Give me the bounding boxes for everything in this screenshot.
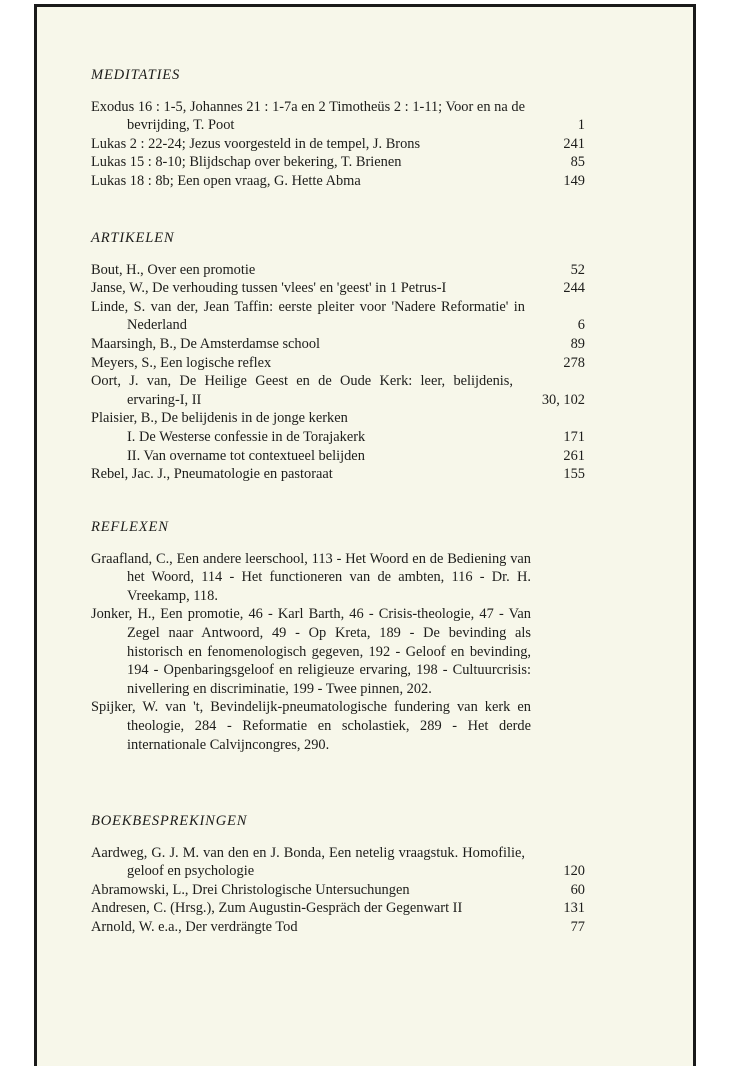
entry-text: Andresen, C. (Hrsg.), Zum Augustin-Gespräch der Gegenwart II: [91, 900, 463, 917]
entry-page: 60: [570, 881, 585, 898]
entry-text: Lukas 2 : 22-24; Jezus voorgesteld in de tempel, J. Brons: [91, 135, 421, 152]
entry-page: 149: [563, 172, 585, 189]
entry-page: 30, 102: [541, 391, 585, 408]
list-item: [91, 335, 585, 354]
entry-text: Plaisier, B., De belijdenis in de jonge kerken: [91, 410, 348, 427]
list-item: [91, 298, 585, 335]
list-item: Jonker, H., Een promotie, 46 - Karl Barth, 46 - Crisis-theologie, 47 - Van Zegel naar Antwoord, 49 - Op Kreta, 189 - De bevinding als historisch en fenomenologisch gegeven, 192 - Geloof en bevinding, 194 - Openbaringsgeloof en religieuze ervaring, 198 - Cultuurcrisis: nivellering en discriminatie, 199 - Twee pinnen, 202.: [91, 606, 531, 697]
entry-page: 244: [563, 280, 585, 297]
list-item: [91, 261, 585, 280]
entry-page: 89: [570, 335, 585, 352]
list-item: [91, 428, 585, 447]
entry-text: Abramowski, L., Drei Christologische Untersuchungen: [91, 881, 410, 898]
entry-text: II. Van overname tot contextueel belijden: [127, 447, 365, 464]
section-reflexen: [91, 518, 531, 754]
section-heading: MEDITATIES: [91, 67, 181, 83]
entry-page: 85: [570, 154, 585, 171]
entry-text: Exodus 16 : 1-5, Johannes 21 : 1-7a en 2 Timotheüs 2 : 1-11; Voor en na de bevrijding, T. Poot: [91, 98, 525, 134]
section-heading: REFLEXEN: [91, 519, 169, 535]
section-heading: ARTIKELEN: [91, 230, 175, 246]
list-item: [91, 98, 585, 135]
list-item: [91, 899, 585, 918]
list-item: [91, 372, 585, 409]
entry-text: Maarsingh, B., De Amsterdamse school: [91, 335, 321, 352]
entry-text: I. De Westerse confessie in de Torajakerk: [127, 428, 366, 445]
entry-page: 52: [570, 261, 585, 278]
entry-page: 261: [563, 447, 585, 464]
list-item: [91, 172, 585, 191]
entry-page: 131: [563, 900, 585, 917]
list-item: [91, 153, 585, 172]
list-item: [91, 447, 585, 466]
list-item: Spijker, W. van 't, Bevindelijk-pneumatologische fundering van kerk en theologie, 284 - Reformatie en scholastiek, 289 - Het derde internationale Calvijncongres, 290.: [91, 699, 531, 753]
entry-text: Lukas 18 : 8b; Een open vraag, G. Hette Abma: [91, 172, 361, 189]
entry-page: 1: [577, 117, 585, 134]
entry-text: Meyers, S., Een logische reflex: [91, 354, 272, 371]
entry-text: Linde, S. van der, Jean Taffin: eerste pleiter voor 'Nadere Reformatie' in Nederland: [91, 298, 525, 334]
section-boekbesprekingen: [91, 812, 585, 937]
section-meditaties: [91, 66, 585, 191]
entry-text: Lukas 15 : 8-10; Blijdschap over bekering, T. Brienen: [91, 154, 402, 171]
entry-text: Bout, H., Over een promotie: [91, 261, 256, 278]
entry-page: 241: [563, 135, 585, 152]
entry-text: Oort, J. van, De Heilige Geest en de Oude Kerk: leer, belijdenis, ervaring-I, II: [91, 373, 513, 408]
list-item: [91, 279, 585, 298]
list-item: [91, 409, 585, 428]
entry-text: Rebel, Jac. J., Pneumatologie en pastoraat: [91, 466, 333, 483]
entry-page: 120: [563, 863, 585, 880]
entry-page: 6: [577, 317, 585, 334]
entry-page: 171: [563, 428, 585, 445]
list-item: [91, 844, 585, 881]
section-artikelen: [91, 229, 585, 484]
entry-page: 278: [563, 354, 585, 371]
entry-text: Janse, W., De verhouding tussen 'vlees' en 'geest' in 1 Petrus-I: [91, 280, 447, 297]
entry-text: Aardweg, G. J. M. van den en J. Bonda, Een netelig vraagstuk. Homofilie, geloof en psychologie: [91, 844, 525, 880]
list-item: [91, 881, 585, 900]
entry-page: 155: [563, 466, 585, 483]
list-item: [91, 354, 585, 373]
list-item: [91, 918, 585, 937]
entry-page: 77: [570, 918, 585, 935]
section-heading: BOEKBESPREKINGEN: [91, 813, 248, 829]
list-item: [91, 465, 585, 484]
entry-text: Arnold, W. e.a., Der verdrängte Tod: [91, 918, 298, 935]
list-item: [91, 135, 585, 154]
list-item: Graafland, C., Een andere leerschool, 113 - Het Woord en de Bediening van het Woord, 114 - Het functioneren van de ambten, 116 - Dr. H. Vreekamp, 118.: [91, 550, 531, 604]
